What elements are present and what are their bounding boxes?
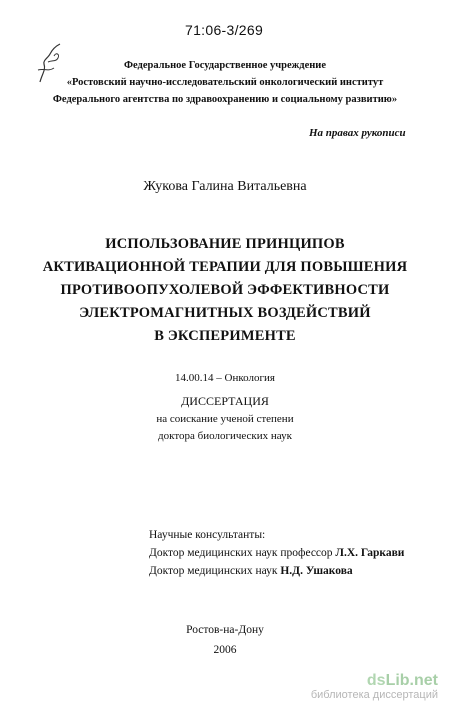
degree-line-2: доктора биологических наук bbox=[158, 430, 292, 442]
specialty-code: 14.00.14 – Онкология bbox=[175, 372, 275, 384]
consultant-2 bbox=[149, 565, 353, 577]
consultant-1-title: Доктор медицинских наук профессор bbox=[149, 547, 336, 559]
title-line-1: ИСПОЛЬЗОВАНИЕ ПРИНЦИПОВ bbox=[105, 236, 345, 252]
author-name: Жукова Галина Витальевна bbox=[143, 179, 307, 194]
work-type: ДИССЕРТАЦИЯ bbox=[181, 394, 269, 408]
title-line-2: АКТИВАЦИОННОЙ ТЕРАПИИ ДЛЯ ПОВЫШЕНИЯ bbox=[42, 259, 408, 275]
consultant-1-name: Л.Х. Гаркави bbox=[335, 547, 405, 559]
consultants-heading: Научные консультанты: bbox=[149, 529, 266, 541]
consultant-2-name: Н.Д. Ушакова bbox=[280, 565, 353, 577]
watermark-logo: dsLib.net bbox=[366, 672, 438, 689]
catalog-code: 71:06-3/269 bbox=[185, 22, 264, 38]
institution-line-1: Федеральное Государственное учреждение bbox=[123, 60, 327, 71]
institution-line-3: Федерального агентства по здравоохранению и социальному развитию» bbox=[52, 94, 398, 105]
year: 2006 bbox=[213, 644, 237, 656]
consultant-1 bbox=[149, 547, 404, 559]
title-line-4: ЭЛЕКТРОМАГНИТНЫХ ВОЗДЕЙСТВИЙ bbox=[79, 305, 371, 321]
watermark-subtitle: библиотека диссертаций bbox=[310, 689, 438, 701]
title-line-3: ПРОТИВООПУХОЛЕВОЙ ЭФФЕКТИВНОСТИ bbox=[60, 282, 390, 298]
rights-note: На правах рукописи bbox=[309, 127, 406, 139]
city: Ростов-на-Дону bbox=[186, 624, 264, 636]
title-line-5: В ЭКСПЕРИМЕНТЕ bbox=[154, 328, 296, 344]
degree-line-1: на соискание ученой степени bbox=[156, 413, 294, 425]
watermark[interactable] bbox=[311, 672, 438, 701]
institution-line-2: «Ростовский научно-исследовательский онкологический институт bbox=[66, 77, 384, 88]
consultant-2-title: Доктор медицинских наук bbox=[149, 565, 281, 577]
